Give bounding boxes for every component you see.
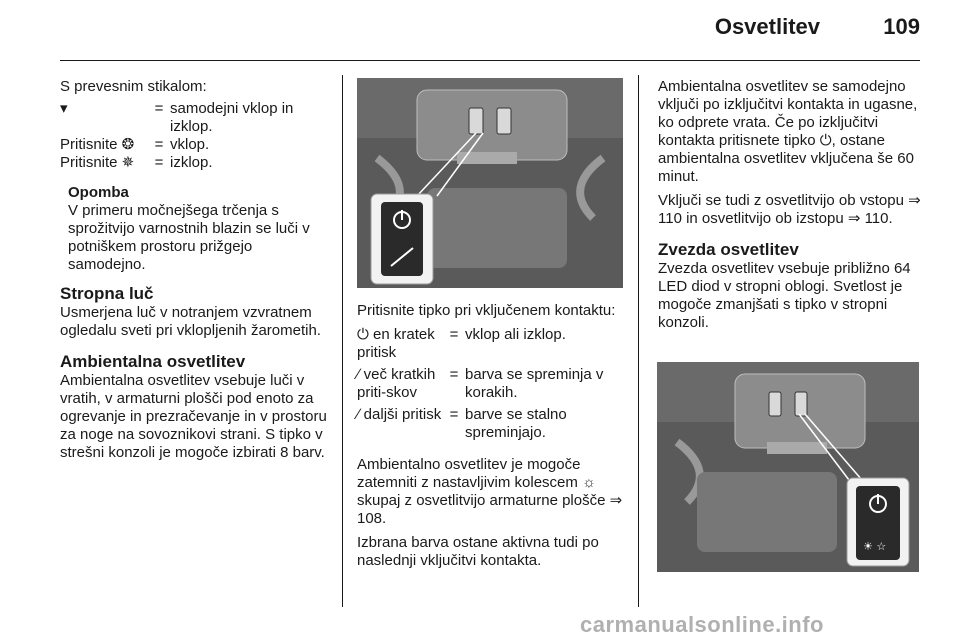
note-box <box>68 184 330 274</box>
roof-console-photo <box>357 78 623 288</box>
button-result: barva se spreminja v korakih. <box>465 366 604 401</box>
equals-sign: = <box>449 326 459 343</box>
section-heading-ambient: Ambientalna osvetlitev <box>60 352 246 371</box>
column-divider-1 <box>342 75 343 607</box>
switch-key: ▾ <box>60 100 68 117</box>
equals-sign: = <box>154 154 164 171</box>
svg-text:☀ ☆: ☀ ☆ <box>863 540 887 553</box>
button-action: ∕ daljši pritisk <box>357 406 442 423</box>
switch-value: izklop. <box>170 154 213 171</box>
page-number: 109 <box>883 14 920 39</box>
section-heading-zvezda: Zvezda osvetlitev <box>658 240 799 259</box>
button-result: vklop ali izklop. <box>465 326 566 343</box>
equals-sign: = <box>154 100 164 117</box>
intro-text: S prevesnim stikalom: <box>60 78 207 95</box>
header-divider <box>60 60 920 61</box>
left-column <box>60 78 330 462</box>
switch-key: Pritisnite ❂ <box>60 136 135 153</box>
switch-table <box>60 100 330 172</box>
button-action: ∕ več kratkih priti-skov <box>357 366 436 401</box>
ambient-text: Ambientalna osvetlitev vsebuje luči v vratih, v armaturni plošči pod enoto za ogrevanje in prezračevanje in v prostoru za noge na sovoznikovi strani. S tipko v strešni konzoli je mogoče izbirati 8 barv. <box>60 372 327 461</box>
auto-text: Ambientalna osvetlitev se samodejno vključi po izključitvi kontakta in ugasne, ko odprete vrata. Če po izključitvi kontakta pritisnete tipko ⏻, ostane ambientalna osvetlitev vključena še 60 minut. <box>658 78 918 185</box>
equals-sign: = <box>449 406 459 423</box>
button-action: ⏻ en kratek pritisk <box>357 326 435 361</box>
zvezda-text: Zvezda osvetlitev vsebuje približno 64 LED diod v stropni oblogi. Svetlost je mogoče zmanjšati s tipko v stropni konzoli. <box>658 260 911 331</box>
note-title: Opomba <box>68 184 129 201</box>
switch-value: samodejni vklop in izklop. <box>170 100 294 135</box>
dim-text: Ambientalno osvetlitev je mogoče zatemniti z nastavljivim kolescem ☼ skupaj z osvetlitvijo armaturne plošče ⇒ 108. <box>357 456 623 527</box>
equals-sign: = <box>154 136 164 153</box>
watermark: carmanualsonline.info <box>580 612 824 637</box>
reference-text: Vključi se tudi z osvetlitvijo ob vstopu ⇒ 110 in osvetlitvijo ob izstopu ⇒ 110. <box>658 192 921 227</box>
press-instruction: Pritisnite tipko pri vključenem kontaktu: <box>357 302 616 319</box>
switch-key: Pritisnite ✵ <box>60 154 135 171</box>
right-column <box>658 78 923 332</box>
section-heading-stropna: Stropna luč <box>60 284 154 303</box>
roof-console-illustration <box>357 78 623 288</box>
star-console-illustration <box>657 362 919 572</box>
switch-value: vklop. <box>170 136 210 153</box>
button-result: barve se stalno spreminjajo. <box>465 406 567 441</box>
color-persist-text: Izbrana barva ostane aktivna tudi po naslednji vključitvi kontakta. <box>357 534 599 569</box>
star-console-photo <box>657 362 919 572</box>
button-table <box>357 326 627 442</box>
page-title: Osvetlitev <box>714 14 820 39</box>
column-divider-2 <box>638 75 639 607</box>
middle-column <box>357 302 627 570</box>
note-text: V primeru močnejšega trčenja s sprožitvijo varnostnih blazin se luči v potniškem prostoru prižgejo samodejno. <box>68 202 310 273</box>
equals-sign: = <box>449 366 459 383</box>
stropna-text: Usmerjena luč v notranjem vzvratnem ogledalu sveti pri vklopljenih žarometih. <box>60 304 321 339</box>
